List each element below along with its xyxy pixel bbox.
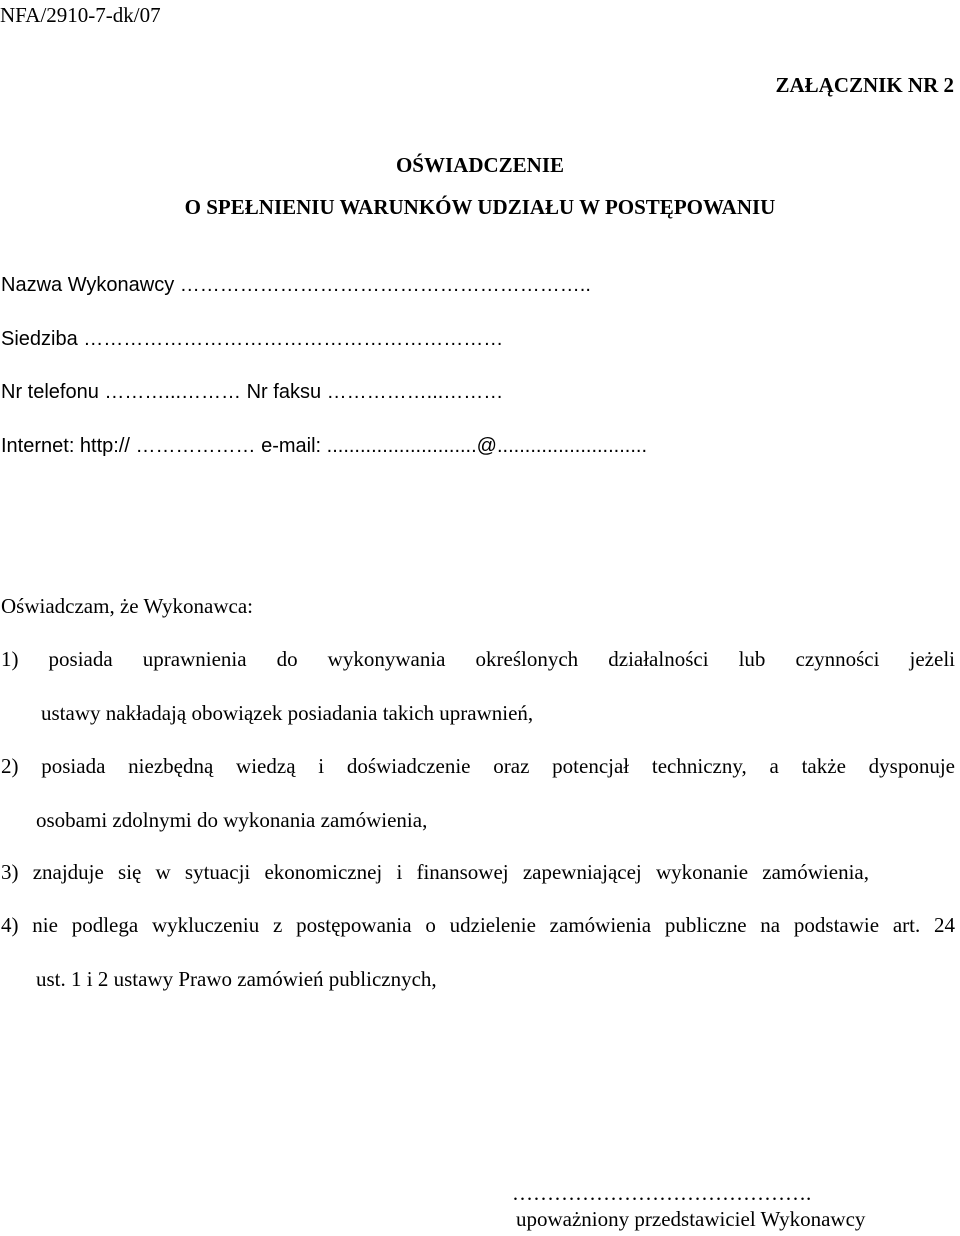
item-3-line-1: 3) znajduje się w sytuacji ekonomicznej i finansowej zapewniającej wykonanie zamówienia, (1, 860, 869, 884)
item-1-line-2: ustawy nakładają obowiązek posiadania takich uprawnień, (41, 701, 534, 725)
contractor-seat-field: Siedziba ……………………………………………………… (1, 328, 504, 350)
contractor-internet-email-field: Internet: http:// ……………… e-mail: ...........................@........................... (1, 435, 648, 457)
item-2-line-2: osobami zdolnymi do wykonania zamówienia, (36, 808, 428, 832)
item-4-line-2: ust. 1 i 2 ustawy Prawo zamówień publicznych, (36, 967, 437, 991)
contractor-phone-fax-field: Nr telefonu ………...……… Nr faksu ……………...……… (1, 381, 504, 403)
signature-caption: upoważniony przedstawiciel Wykonawcy (516, 1207, 866, 1231)
declaration-subtitle: O SPEŁNIENIU WARUNKÓW UDZIAŁU W POSTĘPOWANIU (184, 195, 776, 219)
document-reference: NFA/2910-7-dk/07 (0, 3, 161, 27)
declaration-intro: Oświadczam, że Wykonawca: (1, 594, 253, 618)
item-2-line-1: 2) posiada niezbędną wiedzą i doświadczenie oraz potencjał techniczny, a także dysponuje (1, 754, 955, 778)
annex-label: ZAŁĄCZNIK NR 2 (775, 73, 954, 97)
signature-line: ……………………………………. (512, 1181, 812, 1205)
declaration-title: OŚWIADCZENIE (395, 153, 565, 177)
item-1-line-1: 1) posiada uprawnienia do wykonywania określonych działalności lub czynności jeżeli (1, 647, 955, 671)
item-4-line-1: 4) nie podlega wykluczeniu z postępowania o udzielenie zamówienia publiczne na podstawie art. 24 (1, 913, 955, 937)
contractor-name-field: Nazwa Wykonawcy …………………………………………………….. (1, 274, 591, 296)
